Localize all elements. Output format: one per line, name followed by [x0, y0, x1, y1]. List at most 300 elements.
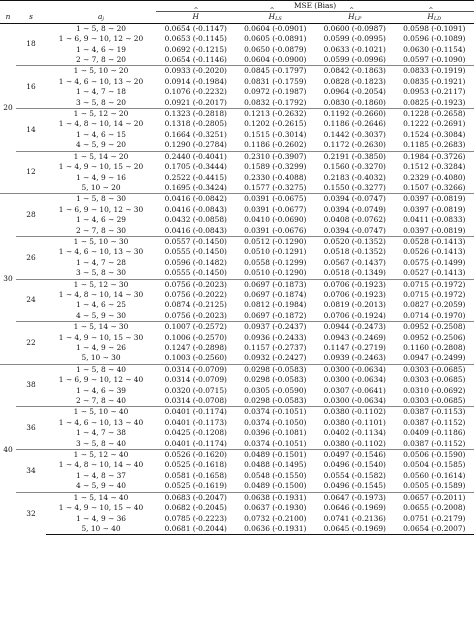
s-header	[16, 12, 46, 23]
hls-cell: 0.0812 (-0.1984)	[244, 300, 307, 310]
a-j-cell: 5, 10 ∼ 40	[46, 524, 156, 535]
hld-cell: 0.0560 (-0.1614)	[403, 470, 466, 480]
hlp-cell: 0.0518 (-0.1352)	[323, 247, 386, 257]
table-row	[0, 109, 474, 120]
table-row	[0, 503, 474, 513]
h-cell: 0.0756 (-0.2023)	[164, 310, 227, 320]
table-row	[0, 119, 474, 129]
hlp-cell: 0.1192 (-0.2660)	[315, 109, 395, 120]
s-value: 12	[16, 151, 46, 194]
hld-cell: 0.0397 (-0.0819)	[403, 204, 466, 214]
a-j-cell: 5, 10 ∼ 30	[81, 353, 121, 363]
hls-subscript: LS	[275, 16, 282, 23]
hld-cell: 0.0310 (-0.0692)	[403, 385, 466, 395]
hls-cell: 0.1186 (-0.2602)	[244, 140, 307, 150]
hlp-cell: 0.0300 (-0.0634)	[323, 375, 386, 385]
h-cell: 0.0557 (-0.1450)	[156, 236, 236, 247]
h-hat-label: ^ H	[193, 12, 199, 22]
hld-cell: 0.0387 (-0.1153)	[395, 407, 474, 418]
table-row	[0, 130, 474, 140]
hls-cell: 0.1577 (-0.3275)	[244, 182, 307, 192]
hls-cell: 0.0937 (-0.2437)	[236, 322, 316, 333]
h-cell: 0.0785 (-0.2223)	[164, 513, 227, 523]
mse-bias-header: MSE (Bias)	[156, 1, 474, 12]
a-j-cell: 1 ∼ 4, 6 ∼ 25	[76, 300, 126, 310]
h-cell: 0.1323 (-0.2818)	[156, 109, 236, 120]
a-j-cell: 1 ∼ 4, 6 ∼ 15	[76, 129, 126, 139]
s-value: 14	[16, 109, 46, 152]
table-row	[0, 375, 474, 385]
hld-cell: 0.0715 (-0.1972)	[395, 279, 474, 290]
hld-cell: 0.0654 (-0.2007)	[395, 524, 474, 535]
h-cell: 0.1003 (-0.2560)	[164, 353, 227, 363]
hlp-cell: 0.0554 (-0.1582)	[323, 470, 386, 480]
hld-cell: 0.0833 (-0.1919)	[395, 66, 474, 77]
hlp-cell: 0.0645 (-0.1969)	[315, 524, 395, 535]
hld-subscript: LD	[433, 16, 442, 23]
hls-cell: 0.2330 (-0.4088)	[244, 172, 307, 182]
h-cell: 0.1006 (-0.2570)	[164, 332, 227, 342]
table-row	[0, 524, 474, 535]
hlp-cell: 0.0828 (-0.1823)	[323, 76, 386, 86]
h-cell: 0.0933 (-0.2020)	[156, 66, 236, 77]
s-value: 32	[16, 492, 46, 535]
hls-cell: 0.0489 (-0.1500)	[244, 481, 307, 491]
a-header-subscript: j	[102, 16, 104, 23]
hld-cell: 0.0504 (-0.1585)	[403, 460, 466, 470]
estimator-hls-header	[236, 12, 316, 23]
h-cell: 0.0682 (-0.2045)	[164, 503, 227, 513]
hld-cell: 0.0506 (-0.1590)	[395, 450, 474, 461]
hld-cell: 0.0397 (-0.0819)	[395, 194, 474, 205]
hld-cell: 0.1228 (-0.2658)	[395, 109, 474, 120]
h-cell: 0.0432 (-0.0858)	[164, 215, 227, 225]
table-row	[0, 460, 474, 470]
hlp-cell: 0.1560 (-0.3270)	[323, 162, 386, 172]
hld-cell: 0.0952 (-0.2506)	[403, 332, 466, 342]
a-j-cell: 1 ∼ 5, 14 ∼ 30	[46, 322, 156, 333]
hls-cell: 0.0831 (-0.1759)	[244, 76, 307, 86]
a-j-cell: 1 ∼ 5, 8 ∼ 20	[76, 23, 126, 33]
hlp-cell: 0.0706 (-0.1924)	[323, 310, 386, 320]
a-j-cell: 1 ∼ 5, 12 ∼ 30	[46, 279, 156, 290]
table-row	[0, 333, 474, 343]
table-row	[0, 194, 474, 205]
h-cell: 0.0921 (-0.2017)	[164, 97, 227, 107]
hld-cell: 0.1984 (-0.3726)	[395, 151, 474, 162]
h-cell: 0.2440 (-0.4041)	[156, 151, 236, 162]
hld-cell: 0.0835 (-0.1921)	[403, 76, 466, 86]
a-j-cell: 1 ∼ 5, 8 ∼ 40	[46, 364, 156, 375]
table-row	[0, 98, 474, 109]
hlp-cell: 0.1186 (-0.2646)	[323, 119, 386, 129]
h-cell: 0.0596 (-0.1482)	[164, 257, 227, 267]
h-cell: 0.0525 (-0.1618)	[164, 460, 227, 470]
table-row	[0, 183, 474, 194]
estimator-h-header	[156, 12, 236, 23]
hlp-cell: 0.0706 (-0.1923)	[315, 279, 395, 290]
hlp-cell: 0.0646 (-0.1969)	[323, 503, 386, 513]
hlp-cell: 0.0497 (-0.1546)	[315, 450, 395, 461]
h-cell: 0.0756 (-0.2022)	[164, 289, 227, 299]
table-row	[0, 418, 474, 428]
a-j-cell: 1 ∼ 4, 6 ∼ 10, 13 ∼ 40	[58, 417, 144, 427]
a-j-cell: 3 ∼ 5, 8 ∼ 20	[76, 97, 126, 107]
h-cell: 0.0416 (-0.0843)	[164, 204, 227, 214]
table-row	[0, 492, 474, 503]
a-j-cell: 1 ∼ 5, 10 ∼ 30	[46, 236, 156, 247]
a-j-cell: 4 ∼ 5, 9 ∼ 40	[76, 481, 126, 491]
hld-cell: 0.0715 (-0.1972)	[403, 289, 466, 299]
a-j-cell: 1 ∼ 4, 7 ∼ 18	[76, 87, 126, 97]
h-cell: 0.0874 (-0.2125)	[164, 300, 227, 310]
h-cell: 0.0425 (-0.1208)	[164, 428, 227, 438]
hlp-cell: 0.0380 (-0.1102)	[315, 407, 395, 418]
hlp-cell: 0.0830 (-0.1860)	[323, 97, 386, 107]
hlp-cell: 0.0741 (-0.2136)	[323, 513, 386, 523]
hls-cell: 0.0697 (-0.1873)	[236, 279, 316, 290]
h-cell: 0.0756 (-0.2023)	[156, 279, 236, 290]
h-cell: 0.1664 (-0.3251)	[164, 129, 227, 139]
h-cell: 0.0314 (-0.0709)	[164, 375, 227, 385]
table-row	[0, 343, 474, 353]
a-j-cell: 1 ∼ 5, 10 ∼ 20	[46, 66, 156, 77]
table-row	[0, 386, 474, 396]
s-value: 16	[16, 66, 46, 109]
hlp-cell: 0.0408 (-0.0762)	[323, 215, 386, 225]
hld-cell: 0.0397 (-0.0819)	[403, 225, 466, 235]
table-row	[0, 162, 474, 172]
hld-cell: 0.0825 (-0.1923)	[403, 97, 466, 107]
n-value: 40	[0, 364, 16, 535]
h-cell: 0.1247 (-0.2898)	[164, 343, 227, 352]
a-j-cell: 1 ∼ 4, 6 ∼ 29	[76, 215, 126, 225]
h-cell: 0.1695 (-0.3424)	[164, 182, 227, 192]
a-j-cell: 1 ∼ 5, 14 ∼ 40	[46, 492, 156, 503]
table-row	[0, 45, 474, 55]
hls-cell: 0.1213 (-0.2632)	[236, 109, 316, 120]
a-j-cell: 2 ∼ 7, 8 ∼ 30	[76, 225, 126, 235]
header-row-1	[0, 1, 474, 12]
hlp-cell: 0.0300 (-0.0634)	[323, 396, 386, 406]
s-header-label: s	[29, 12, 33, 22]
hlp-cell: 0.1172 (-0.2630)	[323, 140, 386, 150]
hlp-cell: 0.1550 (-0.3277)	[323, 182, 386, 192]
hls-cell: 0.1157 (-0.2737)	[244, 343, 307, 352]
hld-cell: 0.1507 (-0.3266)	[403, 182, 466, 192]
h-cell: 0.0320 (-0.0715)	[164, 385, 227, 395]
table-row	[0, 236, 474, 247]
hlp-cell: 0.0496 (-0.1545)	[323, 481, 386, 491]
hlp-cell: 0.2183 (-0.4032)	[323, 172, 386, 182]
a-j-cell: 1 ∼ 4, 9 ∼ 10, 15 ∼ 30	[58, 332, 144, 342]
table-row	[0, 77, 474, 87]
a-j-cell: 1 ∼ 5, 12 ∼ 40	[46, 450, 156, 461]
hld-cell: 0.0387 (-0.1152)	[403, 438, 466, 448]
hld-cell: 0.0528 (-0.1413)	[395, 236, 474, 247]
h-cell: 0.0401 (-0.1174)	[164, 438, 227, 448]
hls-cell: 0.0391 (-0.0675)	[236, 194, 316, 205]
table-row	[0, 471, 474, 481]
hlp-subscript: LP	[354, 16, 362, 23]
h-cell: 0.0314 (-0.0708)	[164, 396, 227, 406]
s-value: 22	[16, 322, 46, 365]
a-j-cell: 1 ∼ 4, 9 ∼ 10, 15 ∼ 20	[58, 162, 144, 172]
s-value: 38	[16, 364, 46, 407]
hlp-cell: 0.2191 (-0.3850)	[315, 151, 395, 162]
header-row-2	[0, 12, 474, 23]
h-cell: 0.2522 (-0.4415)	[164, 172, 227, 182]
table-row	[0, 322, 474, 333]
a-j-cell: 1 ∼ 6, 9 ∼ 10, 12 ∼ 20	[58, 34, 144, 44]
h-cell: 0.1318 (-0.2805)	[164, 119, 227, 129]
hls-cell: 0.0374 (-0.1051)	[236, 407, 316, 418]
h-cell: 0.0914 (-0.1984)	[164, 76, 227, 86]
hls-cell: 0.0972 (-0.1987)	[244, 87, 307, 97]
hls-cell: 0.0548 (-0.1550)	[244, 470, 307, 480]
hls-cell: 0.0936 (-0.2433)	[244, 332, 307, 342]
table-row	[0, 205, 474, 215]
hld-cell: 0.1512 (-0.3284)	[403, 162, 466, 172]
a-j-cell: 1 ∼ 4, 6 ∼ 10, 13 ∼ 30	[58, 247, 144, 257]
s-value: 18	[26, 39, 36, 49]
hls-cell: 0.0305 (-0.0590)	[244, 385, 307, 395]
table-row	[0, 364, 474, 375]
table-row	[0, 407, 474, 418]
n-value: 20	[3, 103, 13, 113]
hlp-hat-label: ^ H	[348, 12, 354, 22]
hlp-cell: 0.1442 (-0.3037)	[323, 129, 386, 139]
hld-cell: 0.1185 (-0.2683)	[403, 140, 466, 150]
table-row	[0, 290, 474, 300]
hlp-cell: 0.0599 (-0.0995)	[323, 34, 386, 44]
a-j-cell: 1 ∼ 4, 9 ∼ 16	[76, 172, 126, 182]
h-cell: 0.0581 (-0.1658)	[164, 470, 227, 480]
hld-cell: 0.2329 (-0.4080)	[403, 172, 466, 182]
a-j-cell: 1 ∼ 4, 9 ∼ 36	[76, 513, 126, 523]
hlp-cell: 0.0706 (-0.1923)	[323, 289, 386, 299]
a-j-cell: 1 ∼ 6, 9 ∼ 10, 12 ∼ 30	[58, 204, 144, 214]
hlp-cell: 0.0380 (-0.1102)	[323, 438, 386, 448]
table-row	[0, 279, 474, 290]
hls-cell: 0.0697 (-0.1874)	[244, 289, 307, 299]
hld-cell: 0.0303 (-0.0685)	[403, 375, 466, 385]
a-j-cell: 1 ∼ 4, 9 ∼ 10, 15 ∼ 40	[58, 503, 144, 513]
a-j-cell: 1 ∼ 4, 8 ∼ 10, 14 ∼ 30	[58, 289, 144, 299]
hld-cell: 0.0655 (-0.2008)	[403, 503, 466, 513]
table-row	[0, 173, 474, 183]
hld-cell: 0.1524 (-0.3084)	[403, 129, 466, 139]
hld-cell: 0.0303 (-0.0685)	[403, 396, 466, 406]
h-cell: 0.0525 (-0.1619)	[164, 481, 227, 491]
a-j-cell: 5, 10 ∼ 20	[81, 182, 121, 192]
hls-cell: 0.0636 (-0.1931)	[236, 524, 316, 535]
hls-cell: 0.0391 (-0.0676)	[244, 225, 307, 235]
hlp-cell: 0.0300 (-0.0634)	[315, 364, 395, 375]
hls-cell: 0.0732 (-0.2100)	[244, 513, 307, 523]
hld-cell: 0.0657 (-0.2011)	[395, 492, 474, 503]
hls-cell: 0.0374 (-0.1051)	[244, 438, 307, 448]
a-j-cell: 4 ∼ 5, 9 ∼ 30	[76, 310, 126, 320]
h-cell: 0.0683 (-0.2047)	[156, 492, 236, 503]
hld-cell: 0.0952 (-0.2508)	[395, 322, 474, 333]
hlp-cell: 0.0944 (-0.2473)	[315, 322, 395, 333]
h-cell: 0.0653 (-0.1145)	[164, 34, 227, 44]
table-row	[0, 428, 474, 438]
s-value: 26	[16, 236, 46, 279]
h-cell: 0.0654 (-0.1147)	[164, 23, 227, 33]
table-row	[0, 55, 474, 66]
a-j-cell: 1 ∼ 5, 8 ∼ 30	[46, 194, 156, 205]
hls-cell: 0.0488 (-0.1495)	[244, 460, 307, 470]
a-j-cell: 1 ∼ 6, 9 ∼ 10, 12 ∼ 40	[58, 375, 144, 385]
hls-cell: 0.0650 (-0.0879)	[244, 44, 307, 54]
a-j-cell: 1 ∼ 4, 6 ∼ 19	[76, 44, 126, 54]
s-value: 34	[16, 450, 46, 493]
table-row	[0, 258, 474, 268]
table-row	[0, 300, 474, 310]
hlp-cell: 0.0567 (-0.1437)	[323, 257, 386, 267]
hls-cell: 0.0410 (-0.0690)	[244, 215, 307, 225]
hlp-cell: 0.0599 (-0.0996)	[323, 55, 386, 65]
hls-cell: 0.0512 (-0.1290)	[236, 236, 316, 247]
n-header	[0, 12, 16, 23]
hlp-cell: 0.0842 (-0.1863)	[315, 66, 395, 77]
hls-cell: 0.0298 (-0.0583)	[244, 396, 307, 406]
hlp-cell: 0.0647 (-0.1973)	[315, 492, 395, 503]
hlp-cell: 0.0518 (-0.1349)	[323, 268, 386, 278]
hld-cell: 0.1160 (-0.2808)	[403, 343, 466, 352]
table-row	[0, 514, 474, 524]
h-cell: 0.0555 (-0.1450)	[164, 268, 227, 278]
a-j-cell: 1 ∼ 4, 6 ∼ 10, 13 ∼ 20	[58, 76, 144, 86]
hls-cell: 0.0604 (-0.0901)	[244, 23, 307, 33]
estimator-hlp-header	[315, 12, 395, 23]
hls-cell: 0.0510 (-0.1291)	[244, 247, 307, 257]
table-row	[0, 247, 474, 257]
hls-cell: 0.0832 (-0.1792)	[244, 97, 307, 107]
hld-cell: 0.0575 (-0.1499)	[403, 257, 466, 267]
hls-cell: 0.0298 (-0.0583)	[244, 375, 307, 385]
hlp-cell: 0.0394 (-0.0749)	[323, 204, 386, 214]
hld-cell: 0.0409 (-0.1186)	[403, 428, 466, 438]
a-header-label: a	[98, 12, 103, 22]
h-cell: 0.0314 (-0.0709)	[156, 364, 236, 375]
hld-cell: 0.0505 (-0.1589)	[403, 481, 466, 491]
table-row	[0, 396, 474, 407]
hlp-cell: 0.0394 (-0.0747)	[323, 225, 386, 235]
h-cell: 0.1705 (-0.3444)	[164, 162, 227, 172]
hlp-cell: 0.0943 (-0.2469)	[323, 332, 386, 342]
s-value: 28	[16, 194, 46, 237]
a-j-cell: 3 ∼ 5, 8 ∼ 40	[76, 438, 126, 448]
hlp-cell: 0.0939 (-0.2463)	[323, 353, 386, 363]
hls-cell: 0.0845 (-0.1797)	[236, 66, 316, 77]
table-row	[0, 66, 474, 77]
h-cell: 0.0416 (-0.0843)	[164, 225, 227, 235]
h-cell: 0.1076 (-0.2232)	[164, 87, 227, 97]
table-row	[0, 481, 474, 492]
a-j-cell: 1 ∼ 5, 10 ∼ 40	[46, 407, 156, 418]
hls-cell: 0.0396 (-0.1081)	[244, 428, 307, 438]
hls-cell: 0.0697 (-0.1872)	[244, 310, 307, 320]
hld-cell: 0.0526 (-0.1413)	[403, 247, 466, 257]
estimator-hld-header	[395, 12, 474, 23]
hld-cell: 0.0827 (-0.2059)	[403, 300, 466, 310]
table-row	[0, 151, 474, 162]
a-j-cell: 1 ∼ 4, 6 ∼ 39	[76, 385, 126, 395]
a-j-cell: 2 ∼ 7, 8 ∼ 20	[76, 55, 126, 65]
a-j-cell: 1 ∼ 4, 8 ∼ 10, 14 ∼ 20	[58, 119, 144, 129]
hlp-cell: 0.0600 (-0.0987)	[323, 23, 386, 33]
hld-cell: 0.0947 (-0.2499)	[403, 353, 466, 363]
hls-cell: 0.0298 (-0.0583)	[236, 364, 316, 375]
hls-cell: 0.1515 (-0.3014)	[244, 129, 307, 139]
hld-cell: 0.0953 (-0.2117)	[403, 87, 466, 97]
a-j-cell: 1 ∼ 4, 7 ∼ 28	[76, 257, 126, 267]
table-row	[0, 140, 474, 151]
hld-cell: 0.0751 (-0.2179)	[403, 513, 466, 523]
table-row	[0, 23, 474, 34]
a-j-cell: 1 ∼ 5, 12 ∼ 20	[46, 109, 156, 120]
hls-cell: 0.0638 (-0.1931)	[236, 492, 316, 503]
hlp-cell: 0.0633 (-0.1021)	[323, 44, 386, 54]
hls-cell: 0.1202 (-0.2615)	[244, 119, 307, 129]
hls-cell: 0.1589 (-0.3299)	[244, 162, 307, 172]
table-row	[0, 311, 474, 322]
h-cell: 0.0681 (-0.2044)	[156, 524, 236, 535]
n-header-label: n	[5, 12, 11, 22]
a-j-cell: 2 ∼ 7, 8 ∼ 40	[76, 396, 126, 406]
h-cell: 0.0692 (-0.1215)	[164, 44, 227, 54]
s-value: 24	[16, 279, 46, 322]
a-j-cell: 4 ∼ 5, 9 ∼ 20	[76, 140, 126, 150]
hlp-cell: 0.0496 (-0.1540)	[323, 460, 386, 470]
table-body	[0, 23, 474, 535]
hlp-cell: 0.0380 (-0.1101)	[323, 417, 386, 427]
hls-cell: 0.2310 (-0.3907)	[236, 151, 316, 162]
a-j-cell: 1 ∼ 4, 8 ∼ 37	[76, 470, 126, 480]
table-row	[0, 268, 474, 279]
h-cell: 0.0526 (-0.1620)	[156, 450, 236, 461]
h-cell: 0.0654 (-0.1146)	[164, 55, 227, 65]
hld-cell: 0.0411 (-0.0833)	[403, 215, 466, 225]
s-value: 36	[16, 407, 46, 450]
a-header	[46, 12, 156, 23]
h-cell: 0.0555 (-0.1450)	[164, 247, 227, 257]
hld-cell: 0.0387 (-0.1152)	[403, 417, 466, 427]
h-cell: 0.1007 (-0.2572)	[156, 322, 236, 333]
hld-cell: 0.1222 (-0.2691)	[403, 119, 466, 129]
hls-cell: 0.0605 (-0.0891)	[244, 34, 307, 44]
hld-cell: 0.0597 (-0.1090)	[403, 55, 466, 65]
hls-cell: 0.0510 (-0.1290)	[244, 268, 307, 278]
table-row	[0, 226, 474, 237]
hls-cell: 0.0374 (-0.1050)	[244, 417, 307, 427]
hlp-cell: 0.0394 (-0.0747)	[315, 194, 395, 205]
hld-cell: 0.0714 (-0.1970)	[403, 310, 466, 320]
hlp-cell: 0.0307 (-0.0641)	[323, 385, 386, 395]
hls-cell: 0.0489 (-0.1501)	[236, 450, 316, 461]
h-cell: 0.0401 (-0.1173)	[164, 417, 227, 427]
hld-cell: 0.0303 (-0.0685)	[395, 364, 474, 375]
hls-cell: 0.0391 (-0.0677)	[244, 204, 307, 214]
h-cell: 0.1290 (-0.2784)	[164, 140, 227, 150]
table-row	[0, 215, 474, 225]
hlp-cell: 0.0402 (-0.1134)	[323, 428, 386, 438]
hls-cell: 0.0604 (-0.0900)	[244, 55, 307, 65]
hls-cell: 0.0932 (-0.2427)	[244, 353, 307, 363]
